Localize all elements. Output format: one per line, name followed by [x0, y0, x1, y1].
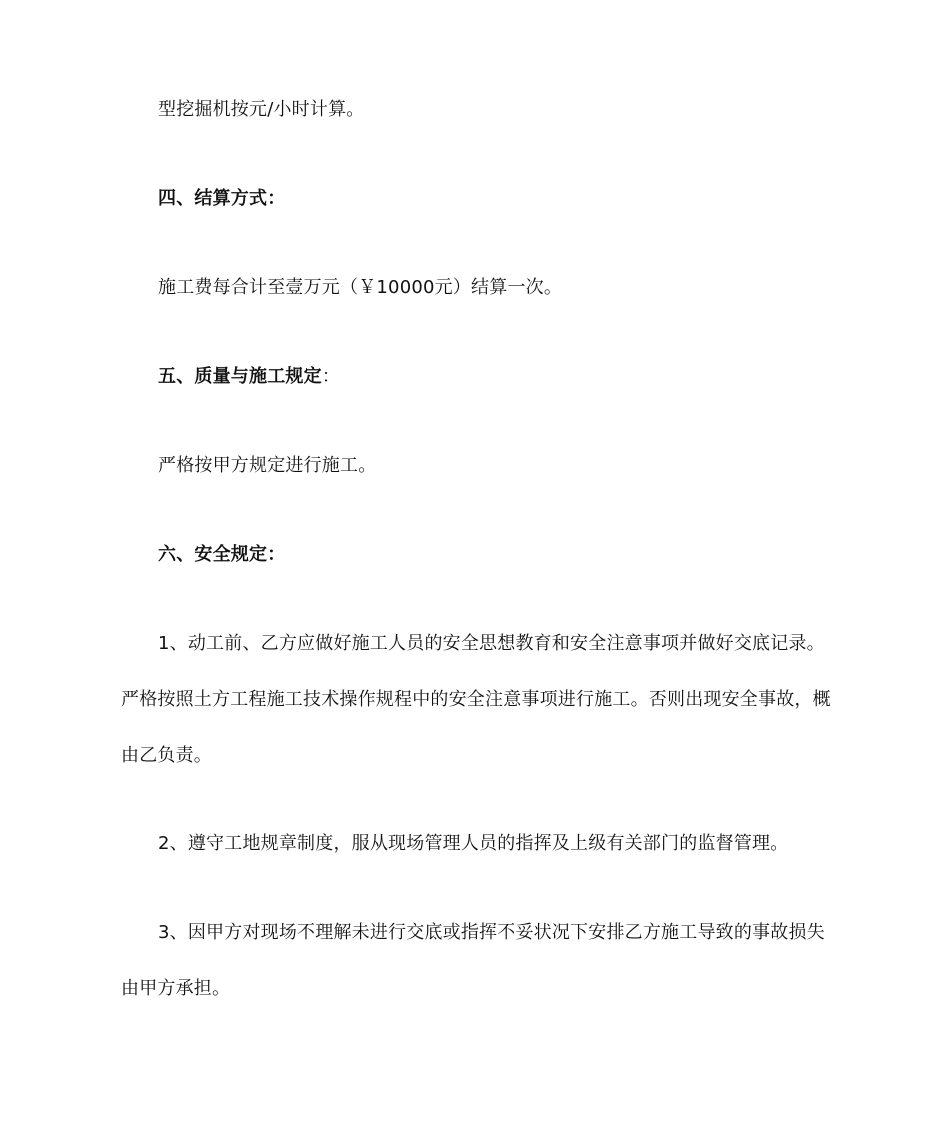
heading-safety-rules: 六、安全规定： [158, 544, 286, 565]
heading-quality-rules [121, 349, 833, 405]
paragraph-safety-rule-3: 3、因甲方对现场不理解未进行交底或指挥不妥状况下安排乙方施工导致的事故损失由甲方承担。 [121, 922, 825, 999]
heading-quality-rules-text: 五、质量与施工规定 [158, 366, 322, 387]
paragraph-safety-rule-1: 1、动工前、乙方应做好施工人员的安全思想教育和安全注意事项并做好交底记录。严格按照土方工程施工技术操作规程中的安全注意事项进行施工。否则出现安全事故，概由乙负责。 [121, 633, 831, 766]
paragraph-settlement-terms: 施工费每合计至壹万元（￥10000元）结算一次。 [158, 277, 563, 298]
paragraph-excavator-rate: 型挖掘机按元/小时计算。 [158, 99, 365, 120]
paragraph-safety-rule-2: 2、遵守工地规章制度，服从现场管理人员的指挥及上级有关部门的监督管理。 [158, 833, 789, 854]
heading-settlement-method: 四、结算方式： [158, 188, 286, 209]
paragraph-quality-terms: 严格按甲方规定进行施工。 [158, 455, 377, 476]
heading-quality-rules-colon: ： [321, 366, 341, 387]
